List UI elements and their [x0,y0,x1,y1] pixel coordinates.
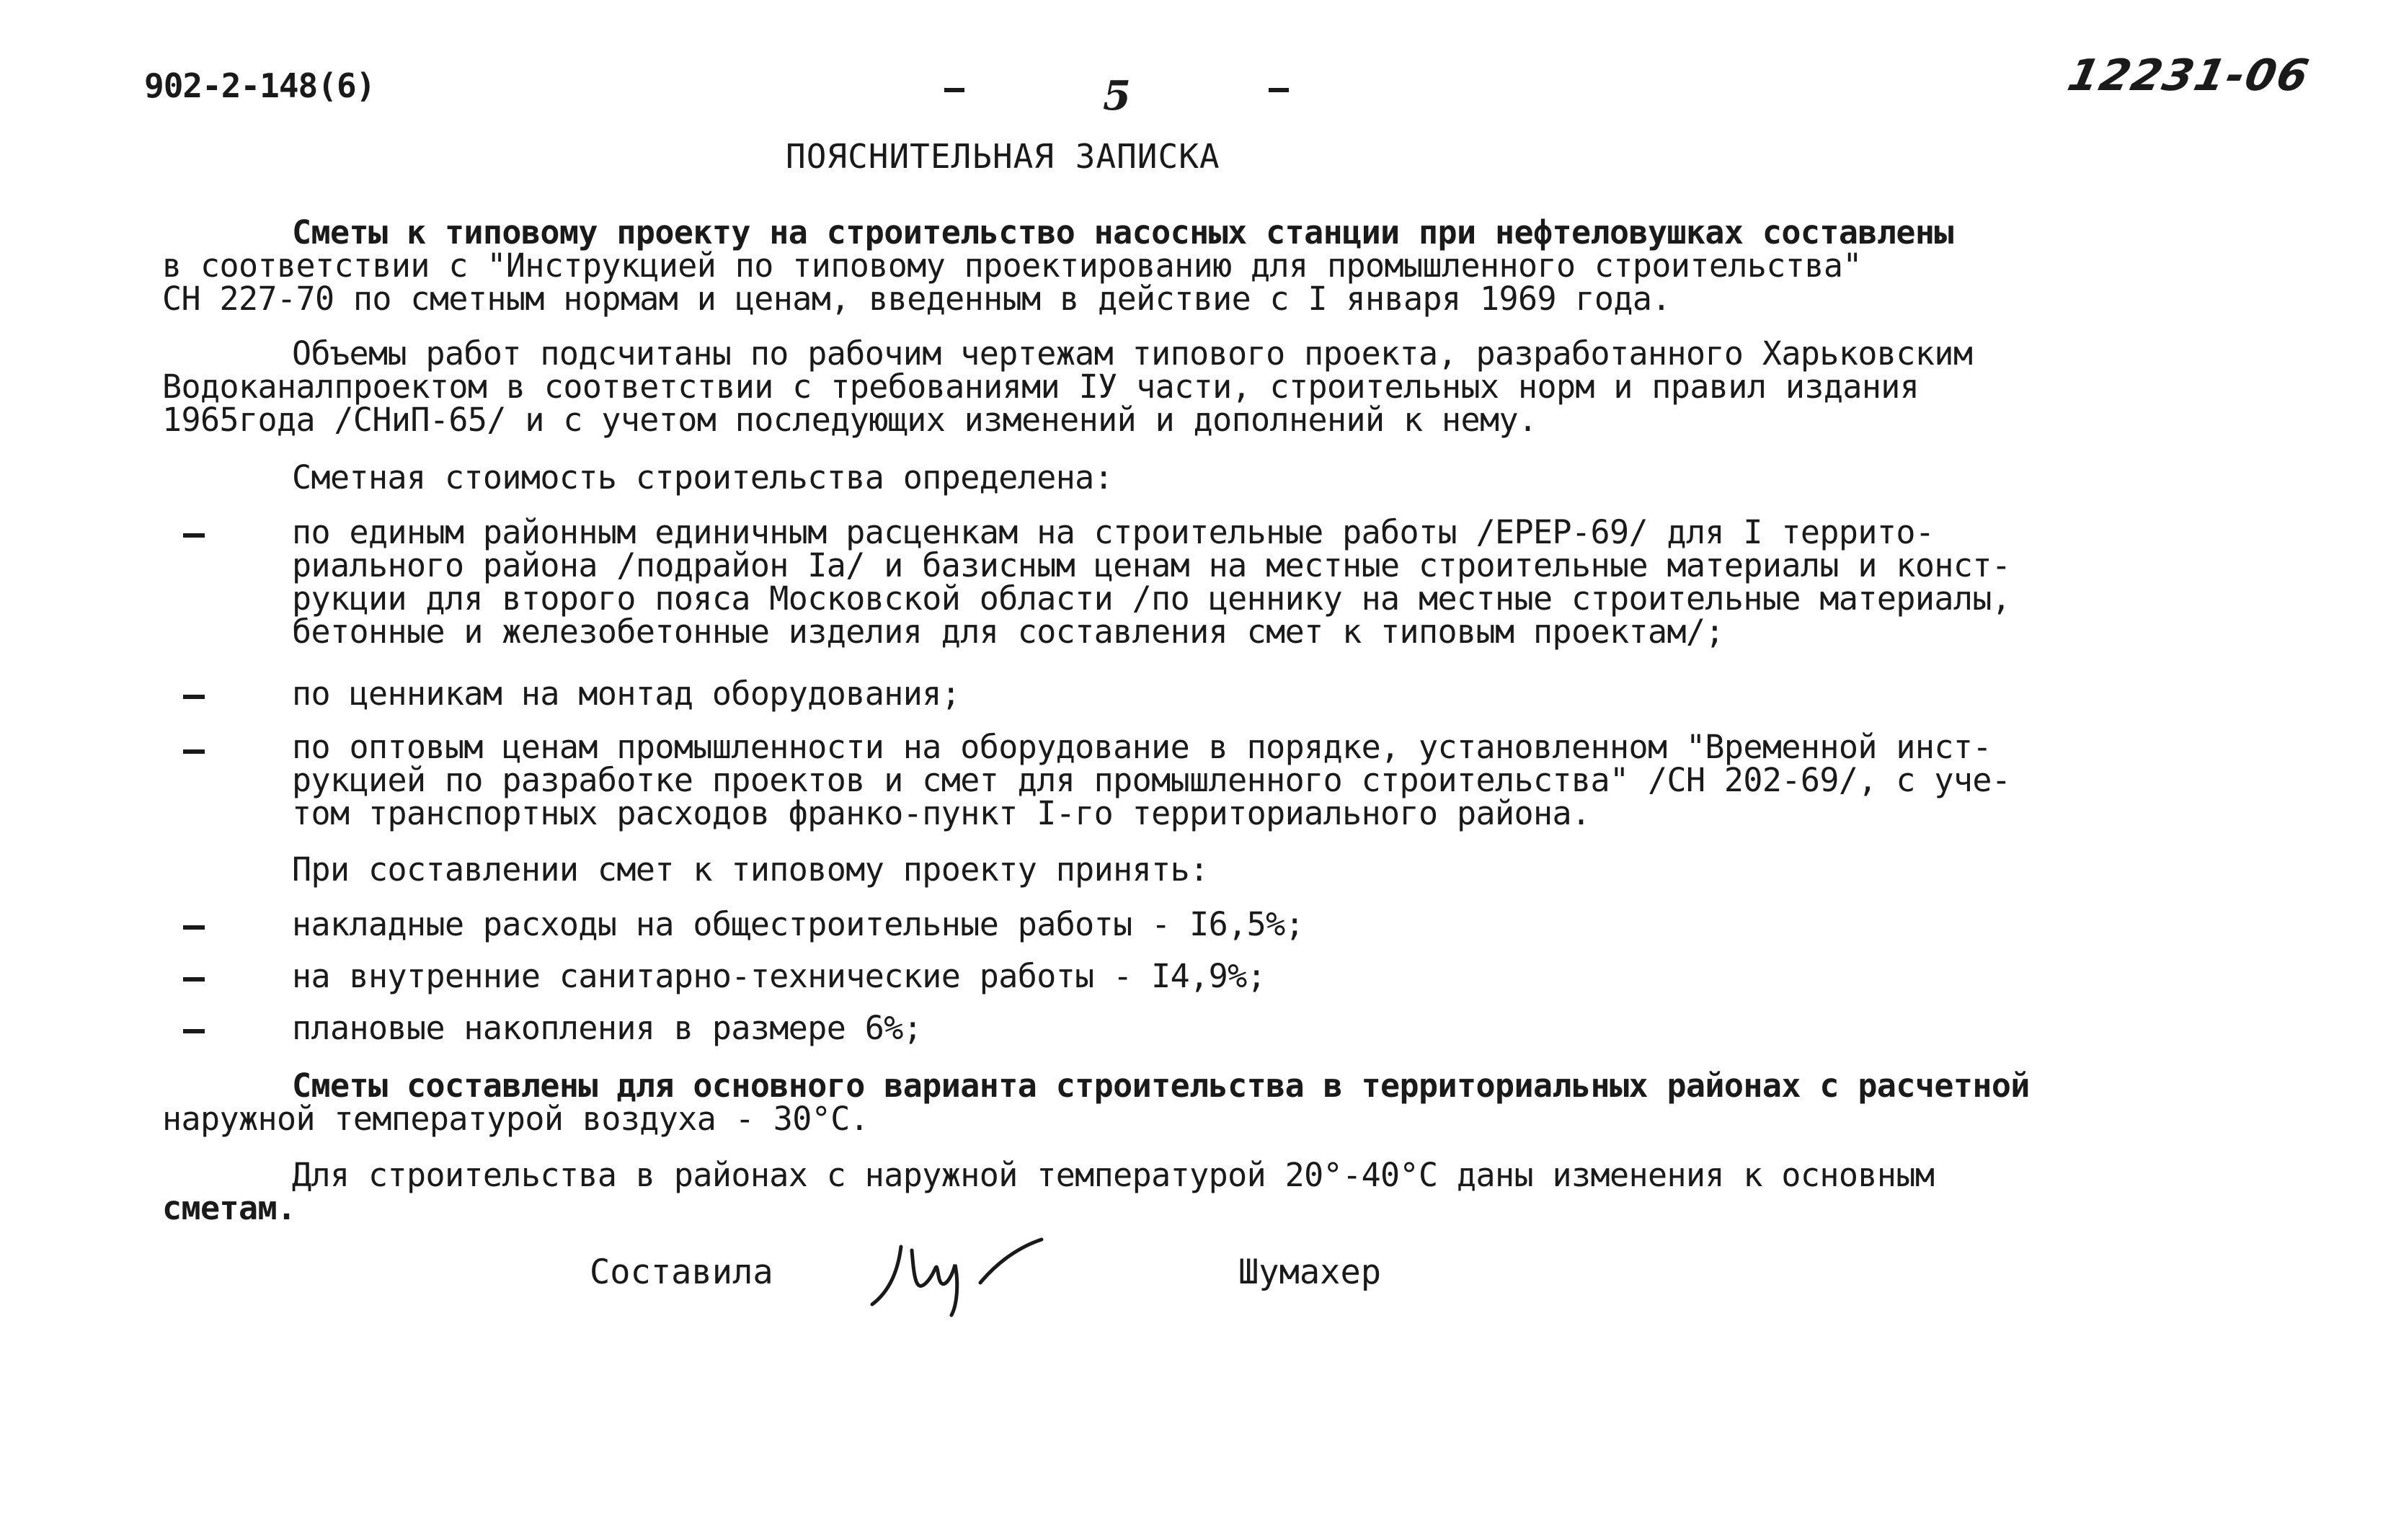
text-line: Сметы к типовому проекту на строительство насосных станции при нефтеловушках составлены [292,213,1953,252]
document-code: 902-2-148(6) [144,66,376,105]
archive-number: 12231-06 [2063,50,2315,101]
text-line: на внутренние санитарно-технические работы - I4,9%; [292,957,1266,995]
bullet-dash [183,925,205,930]
bullet-dash [183,533,205,538]
text-line: СН 227-70 по сметным нормам и ценам, введенным в действие с I января 1969 года. [162,280,1671,318]
signatory-name: Шумахер [1238,1252,1382,1292]
text-line: бетонные и железобетонные изделия для составления смет к типовым проектам/; [292,613,1724,651]
signature-label: Составила [590,1252,773,1292]
text-line: Для строительства в районах с наружной температурой 20°-40°С даны изменения к основным [292,1156,1935,1194]
bullet-dash [183,1029,205,1033]
text-line: по оптовым ценам промышленности на оборудование в порядке, установленном "Временной инст- [292,728,1992,766]
bullet-dash [183,977,205,982]
page-number: 5 [1103,72,1131,120]
text-line: сметам. [162,1189,296,1227]
bullet-dash [183,749,205,754]
text-line: по единым районным единичным расценкам на строительные работы /ЕРЕР-69/ для I террито- [292,513,1935,551]
text-line: плановые накопления в размере 6%; [292,1009,923,1047]
page-number-dash-right [1269,88,1289,92]
text-line: Сметная стоимость строительства определена: [292,458,1114,497]
text-line: риального района /подрайон Iа/ и базисным ценам на местные строительные материалы и конст- [292,546,2011,584]
text-line: в соответствии с "Инструкцией по типовому проектированию для промышленного строительства" [162,246,1862,285]
text-line: накладные расходы на общестроительные работы - I6,5%; [292,905,1305,943]
text-line: наружной температурой воздуха - 30°С. [162,1100,869,1138]
text-line: 1965года /СНиП-65/ и с учетом последующих изменений и дополнений к нему. [162,401,1537,439]
page-number-dash-left [944,88,964,92]
bullet-dash [183,695,205,699]
text-line: рукции для второго пояса Московской области /по ценнику на местные строительные материалы, [292,579,2011,618]
document-title: ПОЯСНИТЕЛЬНАЯ ЗАПИСКА [786,137,1220,176]
text-line: том транспортных расходов франко-пункт I-го территориального района. [292,794,1591,832]
text-line: При составлении смет к типовому проекту принять: [292,850,1209,889]
text-line: Сметы составлены для основного варианта строительства в территориальных районах с расчетной [292,1067,2030,1105]
text-line: Водоканалпроектом в соответствии с требованиями IУ части, строительных норм и правил издания [162,368,1920,406]
text-line: по ценникам на монтад оборудования; [292,675,961,713]
text-line: Объемы работ подсчитаны по рабочим чертежам типового проекта, разработанного Харьковским [292,334,1973,373]
handwritten-signature [858,1225,1060,1319]
text-line: рукцией по разработке проектов и смет для промышленного строительства" /СН 202-69/, с уче- [292,761,2011,799]
